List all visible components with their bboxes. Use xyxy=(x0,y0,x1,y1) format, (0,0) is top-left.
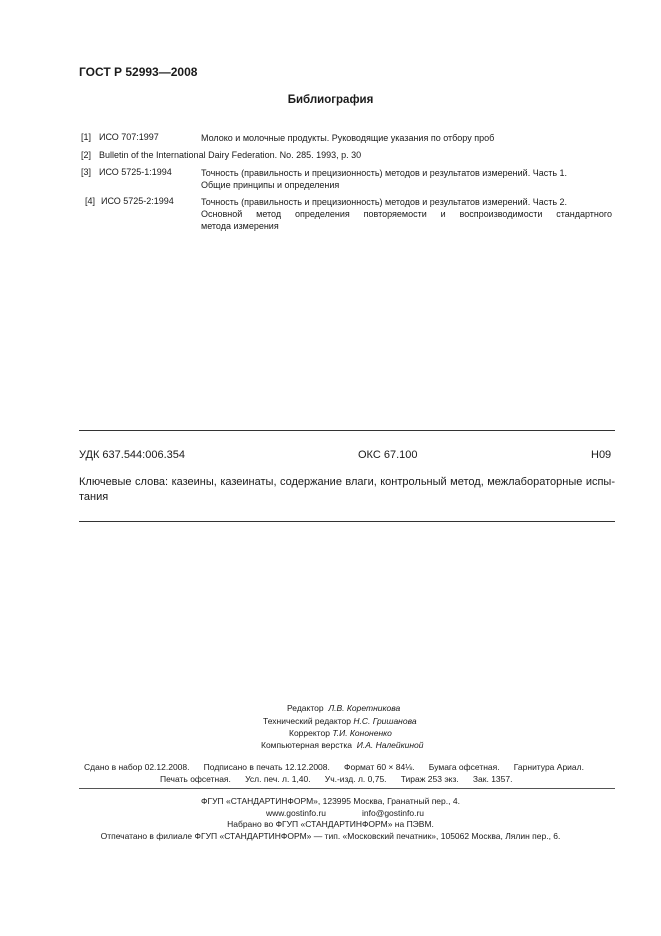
credit-label: Технический редактор xyxy=(263,716,351,726)
publisher-site: www.gostinfo.ru xyxy=(266,808,326,818)
credit-layout xyxy=(261,740,424,750)
bib-item-code: ИСО 5725-2:1994 xyxy=(101,196,174,206)
credit-tech-editor xyxy=(263,716,417,726)
divider-bottom xyxy=(79,521,615,522)
bibliography-title: Библиография xyxy=(287,94,374,106)
bib-item-number: [2] xyxy=(81,150,92,160)
bib-item-code: ИСО 5725-1:1994 xyxy=(99,167,172,177)
credit-label: Редактор xyxy=(287,703,324,713)
credit-proofreader xyxy=(289,728,392,738)
bib-item-title: Молоко и молочные продукты. Руководящие указания по отбору проб xyxy=(201,133,495,143)
print-info-line1: Сдано в набор 02.12.2008. Подписано в печать 12.12.2008. Формат 60 × 84⅛. Бумага офсетная. Гарнитура Ариал. xyxy=(84,762,584,772)
classification-code: Н09 xyxy=(591,449,612,461)
bib-item-code: Bulletin of the International Dairy Federation. No. 285. 1993, p. 30 xyxy=(99,150,362,160)
divider-top xyxy=(79,430,615,431)
keywords: Ключевые слова: казеины, казеинаты, содержание влаги, контрольный метод, межлабораторные испы-тания xyxy=(79,476,615,503)
credit-name: И.А. Налейкиной xyxy=(356,740,424,750)
credit-name: Н.С. Гришанова xyxy=(353,716,417,726)
credit-label: Корректор xyxy=(289,728,330,738)
printed-info: Отпечатано в филиале ФГУП «СТАНДАРТИНФОРМ» — тип. «Московский печатник», 105062 Москва, Лялин пер., 6. xyxy=(100,831,561,841)
publisher-address: ФГУП «СТАНДАРТИНФОРМ», 123995 Москва, Гранатный пер., 4. xyxy=(201,796,460,806)
bib-item-title-line: Основной метод определения повторяемости и воспроизводимости стандартного xyxy=(201,209,612,219)
credit-label: Компьютерная верстка xyxy=(261,740,353,750)
bib-item-number: [1] xyxy=(81,132,92,142)
document-id: ГОСТ Р 52993—2008 xyxy=(79,65,198,79)
publisher-email: info@gostinfo.ru xyxy=(362,808,425,818)
bib-item-number: [3] xyxy=(81,167,92,177)
credit-name: Л.В. Коретникова xyxy=(328,703,401,713)
credit-editor xyxy=(287,703,400,713)
bib-item-title-line: метода измерения xyxy=(201,221,279,231)
typeset-info: Набрано во ФГУП «СТАНДАРТИНФОРМ» на ПЭВМ. xyxy=(227,819,434,829)
bib-item-number: [4] xyxy=(85,196,96,206)
bib-item-title-line: Точность (правильность и прецизионность) методов и результатов измерений. Часть 2. xyxy=(201,197,568,207)
bib-item-title-line: Общие принципы и определения xyxy=(201,180,340,190)
udk-code: УДК 637.544:006.354 xyxy=(79,449,185,461)
credit-name: Т.И. Кононенко xyxy=(332,728,392,738)
divider-footer xyxy=(79,788,615,789)
oks-code: ОКС 67.100 xyxy=(358,449,418,461)
print-info-line2: Печать офсетная. Усл. печ. л. 1,40. Уч.-изд. л. 0,75. Тираж 253 экз. Зак. 1357. xyxy=(160,774,513,784)
bib-item-title-line: Точность (правильность и прецизионность) методов и результатов измерений. Часть 1. xyxy=(201,168,568,178)
bib-item-code: ИСО 707:1997 xyxy=(99,132,159,142)
